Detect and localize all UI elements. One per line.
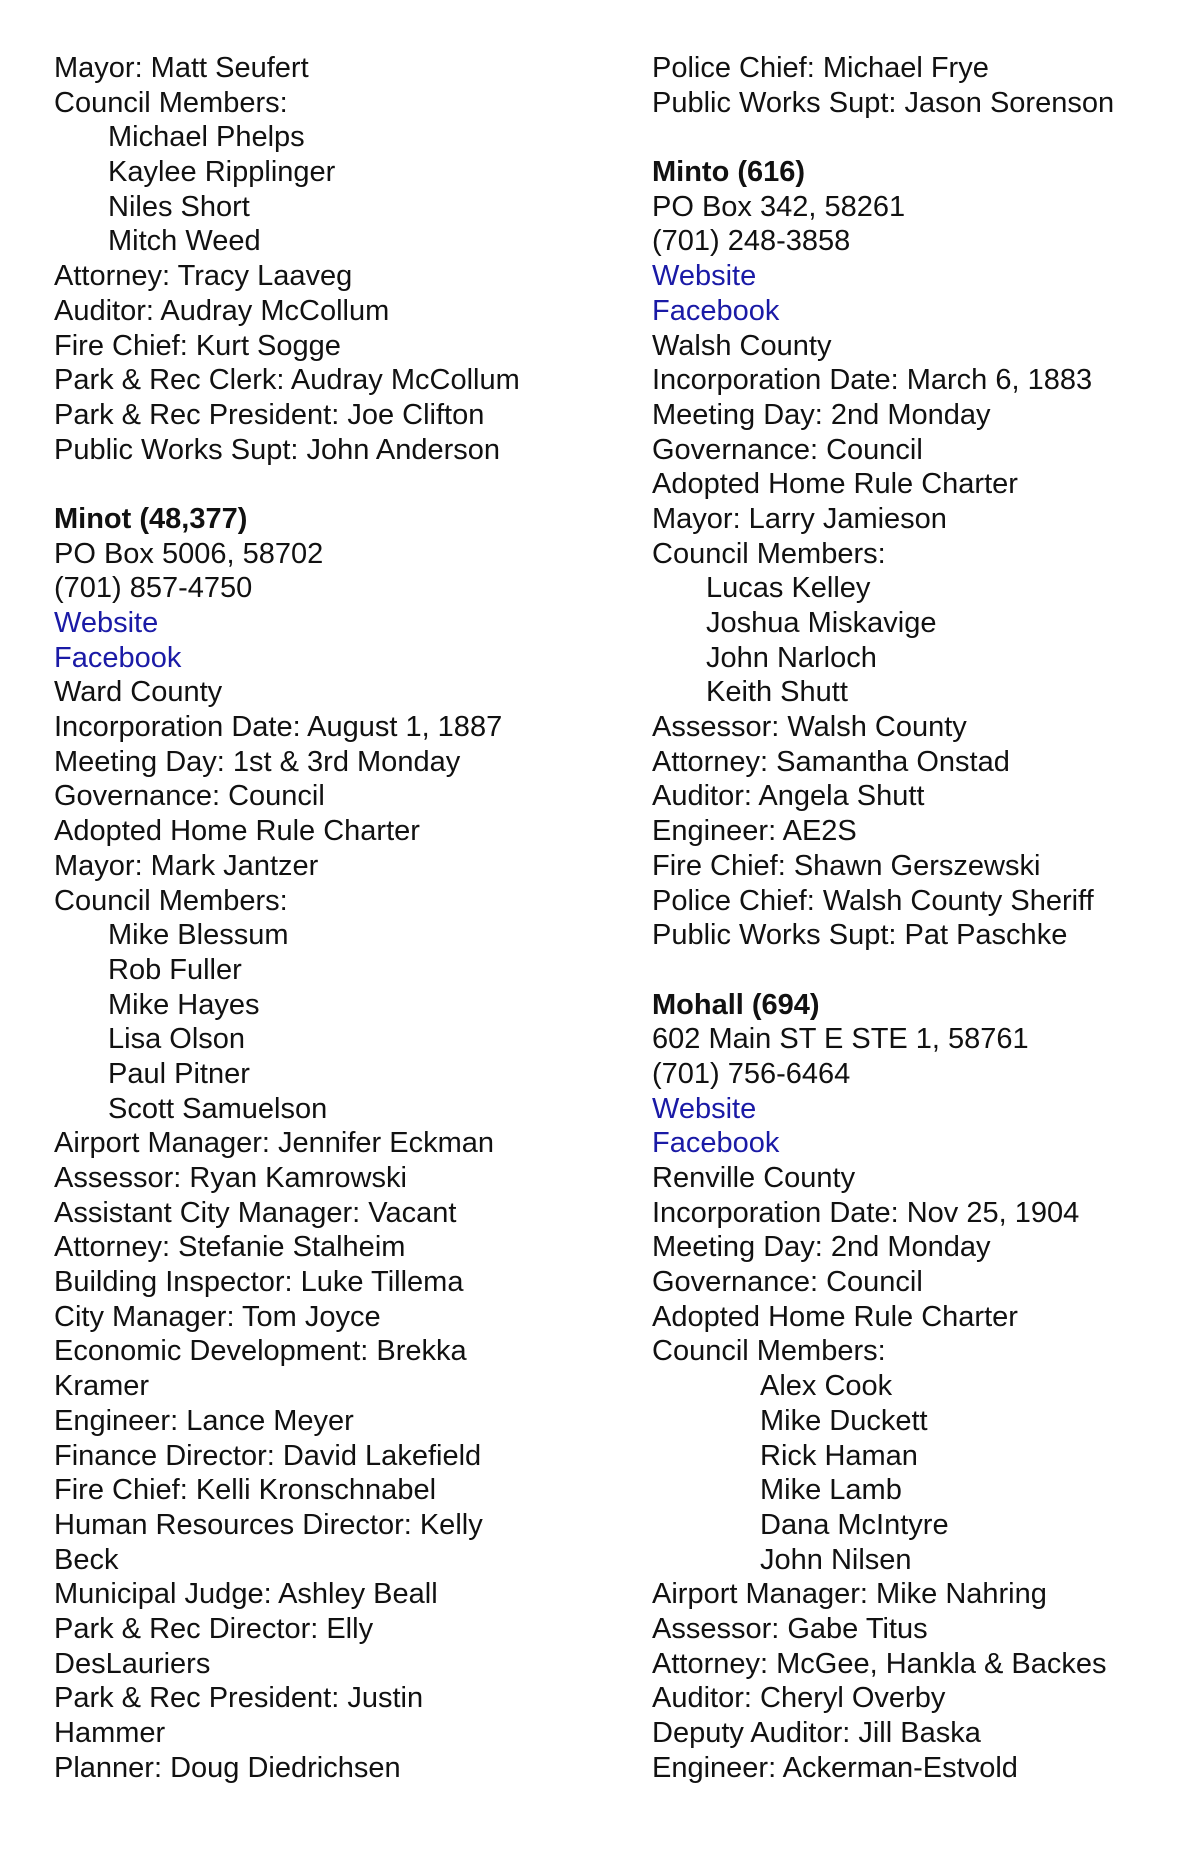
section-gap <box>652 953 1192 988</box>
council-member: Rick Haman <box>760 1439 918 1472</box>
official-line: Assessor: Walsh County <box>652 711 967 744</box>
official-line: Hammer <box>54 1717 166 1749</box>
council-member: Mike Duckett <box>760 1404 928 1437</box>
city-heading: Minot (48,377) <box>54 502 248 535</box>
section-gap <box>54 467 614 502</box>
council-members-label: Council Members: <box>652 537 886 570</box>
city-county: Walsh County <box>652 329 832 362</box>
city-entry-minot <box>54 502 614 1785</box>
meeting-day: Meeting Day: 2nd Monday <box>652 398 991 431</box>
official-line: Building Inspector: Luke Tillema <box>54 1266 464 1299</box>
council-member: Rob Fuller <box>108 953 242 986</box>
official-line: Fire Chief: Kurt Sogge <box>54 329 341 362</box>
city-county: Renville County <box>652 1162 856 1194</box>
council-member: Scott Samuelson <box>108 1092 328 1125</box>
home-rule-charter: Adopted Home Rule Charter <box>652 468 1018 501</box>
council-member: Dana McIntyre <box>760 1508 949 1541</box>
council-member: Mike Blessum <box>108 919 289 952</box>
official-line: Assessor: Ryan Kamrowski <box>54 1162 407 1194</box>
council-member: Lucas Kelley <box>706 572 871 605</box>
council-member: Mitch Weed <box>108 225 261 258</box>
city-heading: Mohall (694) <box>652 988 820 1021</box>
official-line: Attorney: McGee, Hankla & Backes <box>652 1647 1107 1680</box>
city-entry-minto <box>652 155 1192 953</box>
official-line: Economic Development: Brekka <box>54 1335 467 1368</box>
official-line: Airport Manager: Mike Nahring <box>652 1578 1047 1611</box>
official-line: Attorney: Stefanie Stalheim <box>54 1231 406 1264</box>
facebook-link[interactable]: Facebook <box>652 294 780 327</box>
home-rule-charter: Adopted Home Rule Charter <box>652 1300 1018 1333</box>
official-line: Planner: Doug Diedrichsen <box>54 1751 401 1784</box>
official-line: Deputy Auditor: Jill Baska <box>652 1717 981 1749</box>
facebook-link[interactable]: Facebook <box>652 1127 780 1160</box>
official-line: Assistant City Manager: Vacant <box>54 1196 457 1229</box>
official-line: DesLauriers <box>54 1647 211 1680</box>
facebook-link[interactable]: Facebook <box>54 641 182 674</box>
official-line: Park & Rec President: Justin <box>54 1682 424 1715</box>
official-line: Mayor: Matt Seufert <box>54 52 309 84</box>
official-line: Attorney: Tracy Laaveg <box>54 260 353 293</box>
council-member: Mike Hayes <box>108 988 260 1021</box>
website-link[interactable]: Website <box>652 260 757 293</box>
official-line: Engineer: Ackerman-Estvold <box>652 1751 1018 1784</box>
official-line: Police Chief: Walsh County Sheriff <box>652 884 1094 917</box>
city-phone: (701) 756-6464 <box>652 1057 851 1090</box>
council-members-label: Council Members: <box>652 1335 886 1368</box>
official-line: Engineer: Lance Meyer <box>54 1404 354 1437</box>
official-line: Public Works Supt: Jason Sorenson <box>652 86 1115 119</box>
city-address: PO Box 342, 58261 <box>652 190 906 223</box>
website-link[interactable]: Website <box>54 607 159 639</box>
official-line: Airport Manager: Jennifer Eckman <box>54 1127 495 1160</box>
previous-city-continuation <box>54 51 614 467</box>
official-line: Auditor: Audray McCollum <box>54 294 390 327</box>
official-line: Attorney: Samantha Onstad <box>652 745 1010 778</box>
official-line: Kramer <box>54 1370 150 1403</box>
official-line: Finance Director: David Lakefield <box>54 1439 482 1472</box>
city-heading: Minto (616) <box>652 156 806 189</box>
governance: Governance: Council <box>54 780 325 813</box>
city-phone: (701) 248-3858 <box>652 225 851 258</box>
official-line: Public Works Supt: John Anderson <box>54 433 500 466</box>
council-member: Joshua Miskavige <box>706 607 937 639</box>
official-line: City Manager: Tom Joyce <box>54 1300 381 1333</box>
city-address: PO Box 5006, 58702 <box>54 537 324 570</box>
incorporation-date: Incorporation Date: March 6, 1883 <box>652 364 1093 397</box>
official-line: Engineer: AE2S <box>652 815 857 848</box>
city-phone: (701) 857-4750 <box>54 572 253 605</box>
council-member: Lisa Olson <box>108 1023 246 1056</box>
official-line: Public Works Supt: Pat Paschke <box>652 919 1068 952</box>
official-line: Fire Chief: Kelli Kronschnabel <box>54 1474 437 1507</box>
council-member: John Narloch <box>706 641 877 674</box>
official-line: Auditor: Cheryl Overby <box>652 1682 946 1715</box>
council-members-label: Council Members: <box>54 884 288 917</box>
official-line: Municipal Judge: Ashley Beall <box>54 1578 438 1611</box>
mayor: Mayor: Larry Jamieson <box>652 502 947 535</box>
previous-city-continuation <box>652 51 1192 120</box>
council-member: Niles Short <box>108 190 250 223</box>
official-line: Police Chief: Michael Frye <box>652 52 989 84</box>
home-rule-charter: Adopted Home Rule Charter <box>54 815 420 848</box>
official-line: Beck <box>54 1543 119 1576</box>
governance: Governance: Council <box>652 1266 923 1299</box>
meeting-day: Meeting Day: 1st & 3rd Monday <box>54 745 461 778</box>
official-line: Human Resources Director: Kelly <box>54 1508 483 1541</box>
right-column <box>652 51 1192 1785</box>
official-line: Park & Rec Clerk: Audray McCollum <box>54 364 520 397</box>
city-county: Ward County <box>54 676 223 709</box>
council-member: Paul Pitner <box>108 1057 250 1090</box>
website-link[interactable]: Website <box>652 1092 757 1125</box>
incorporation-date: Incorporation Date: Nov 25, 1904 <box>652 1196 1080 1229</box>
council-member: Kaylee Ripplinger <box>108 156 336 189</box>
official-line: Fire Chief: Shawn Gerszewski <box>652 849 1041 882</box>
mayor: Mayor: Mark Jantzer <box>54 849 319 882</box>
governance: Governance: Council <box>652 433 923 466</box>
official-line: Auditor: Angela Shutt <box>652 780 925 813</box>
official-line: Park & Rec President: Joe Clifton <box>54 398 485 431</box>
city-entry-mohall <box>652 988 1192 1786</box>
council-member: Michael Phelps <box>108 121 305 154</box>
meeting-day: Meeting Day: 2nd Monday <box>652 1231 991 1264</box>
council-member: Alex Cook <box>760 1370 893 1403</box>
council-member: Mike Lamb <box>760 1474 902 1507</box>
council-member: John Nilsen <box>760 1543 912 1576</box>
city-address: 602 Main ST E STE 1, 58761 <box>652 1023 1029 1056</box>
incorporation-date: Incorporation Date: August 1, 1887 <box>54 711 503 744</box>
section-gap <box>652 120 1192 155</box>
official-line: Park & Rec Director: Elly <box>54 1612 374 1645</box>
council-members-label: Council Members: <box>54 86 288 119</box>
council-member: Keith Shutt <box>706 676 848 709</box>
official-line: Assessor: Gabe Titus <box>652 1612 928 1645</box>
left-column <box>54 51 614 1785</box>
